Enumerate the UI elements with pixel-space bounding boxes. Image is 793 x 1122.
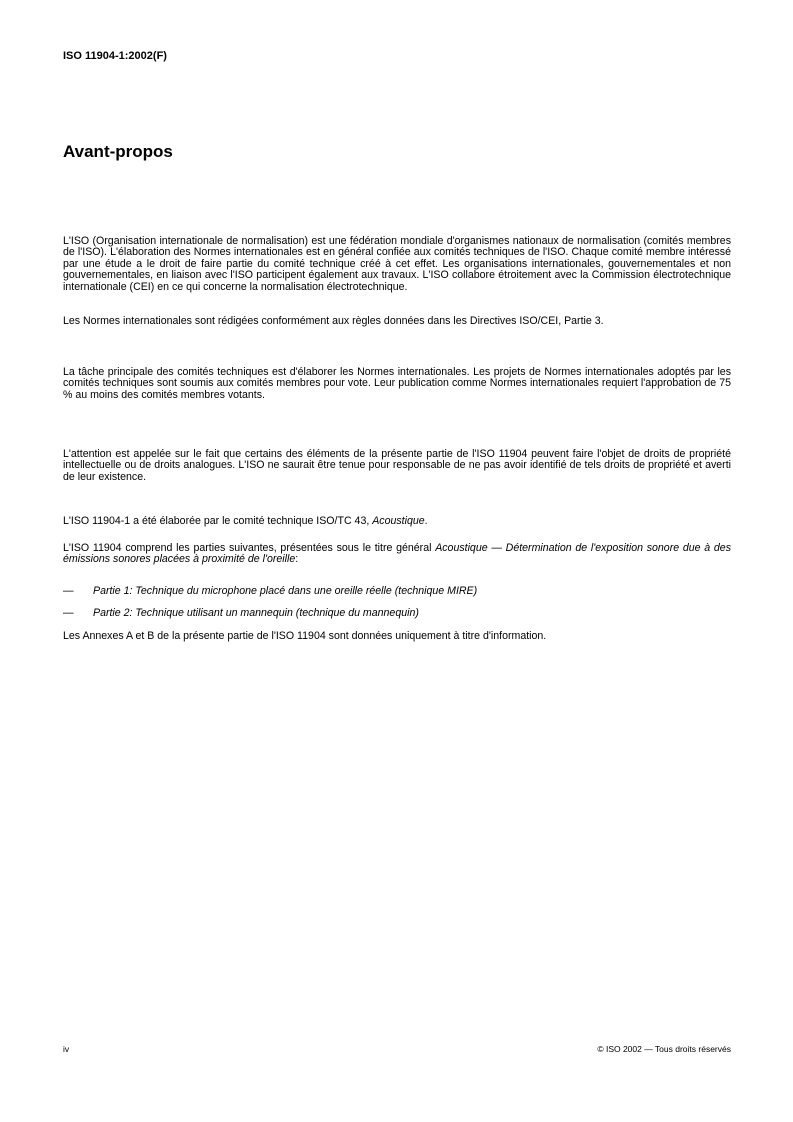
paragraph-committees: La tâche principale des comités techniques est d'élaborer les Normes internationales. Les projets de Normes internationales adoptés par les comités techniques sont soumis aux comités membres pour vote. Leur publication comme Normes internationales requiert l'approbation de 75 % au moins des comités membres votants. (63, 366, 731, 401)
parts-intro-italic: Acoustique — Détermination de l'exposition sonore due à des émissions sonores placées à proximité de l'oreille (63, 542, 731, 566)
list-dash: — (63, 585, 74, 597)
list-item (63, 586, 731, 597)
paragraph-iso-intro: L'ISO (Organisation internationale de normalisation) est une fédération mondiale d'organismes nationaux de normalisation (comités membres de l'ISO). L'élaboration des Normes internationales est en général confiée aux comités techniques de l'ISO. Chaque comité membre intéressé par une étude a le droit de faire partie du comité technique créé à cet effet. Les organisations internationales, gouvernementales et non gouvernementales, en liaison avec l'ISO participent également aux travaux. L'ISO collabore étroitement avec la Commission électrotechnique internationale (CEI) en ce qui concerne la normalisation électrotechnique. (63, 235, 731, 293)
list-item-text: Partie 2: Technique utilisant un mannequin (technique du mannequin) (93, 607, 419, 619)
document-id-header: ISO 11904-1:2002(F) (63, 50, 167, 62)
section-title: Avant-propos (63, 142, 173, 161)
page-number: iv (63, 1044, 70, 1054)
list-item (63, 608, 731, 619)
list-item-text: Partie 1: Technique du microphone placé dans une oreille réelle (technique MIRE) (93, 585, 478, 597)
committee-end: . (424, 515, 428, 527)
paragraph-parts-intro (63, 543, 731, 566)
paragraph-directives: Les Normes internationales sont rédigées conformément aux règles données dans les Directives ISO/CEI, Partie 3. (63, 315, 604, 327)
parts-intro-text: L'ISO 11904 comprend les parties suivantes, présentées sous le titre général (63, 542, 436, 554)
paragraph-committee (63, 516, 731, 527)
paragraph-annexes: Les Annexes A et B de la présente partie de l'ISO 11904 sont données uniquement à titre d'information. (63, 630, 547, 642)
committee-text: L'ISO 11904-1 a été élaborée par le comité technique ISO/TC 43, (63, 515, 373, 527)
paragraph-patents: L'attention est appelée sur le fait que certains des éléments de la présente partie de l'ISO 11904 peuvent faire l'objet de droits de propriété intellectuelle ou de droits analogues. L'ISO ne saurait être tenue pour responsable de ne pas avoir identifié de tels droits de propriété et averti de leur existence. (63, 448, 731, 483)
copyright-notice: © ISO 2002 — Tous droits réservés (597, 1044, 731, 1054)
list-dash: — (63, 607, 74, 619)
parts-intro-end: : (295, 553, 299, 566)
committee-italic: Acoustique (372, 515, 425, 527)
